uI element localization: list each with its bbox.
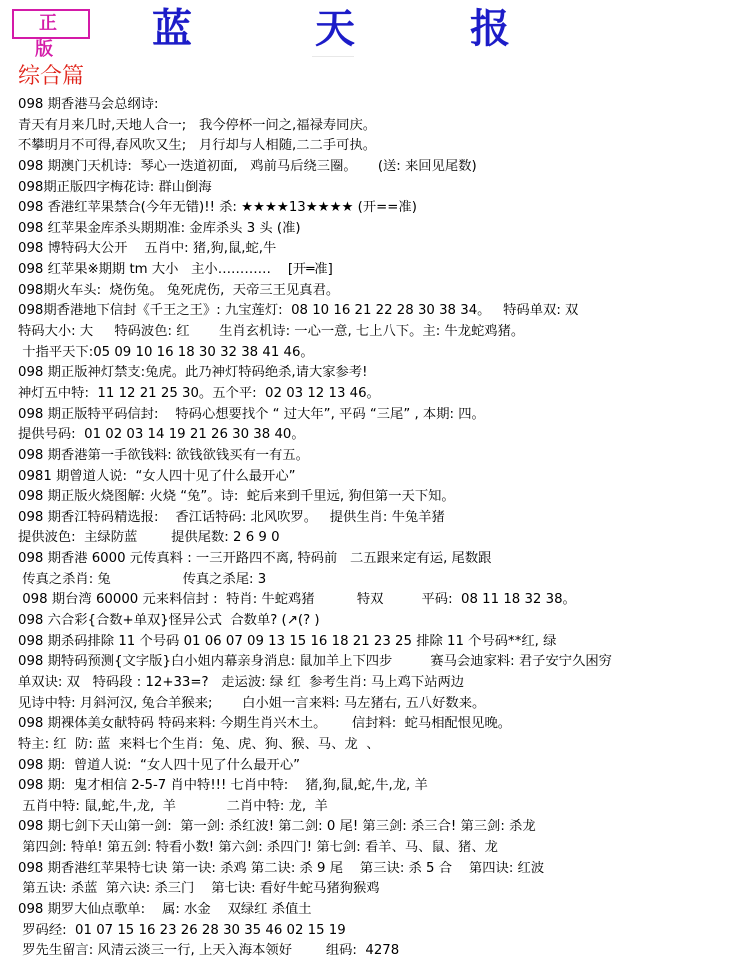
content-line: 098 期正版特平码信封: 特码心想要找个 “ 过大年”, 平码 “三尾” , 本期: 四。: [18, 406, 485, 422]
content-line: 0981 期曾道人说: “女人四十见了什么最开心”: [18, 468, 296, 484]
content-line: 青天有月来几时,天地人合一; 我今停杯一问之,福禄寿同庆。: [18, 117, 377, 133]
content-line: 098 期裸体美女献特码 特码来料: 今期生肖兴木土。 信封料: 蛇马相配恨见晚。: [18, 716, 512, 732]
content-line: 十指平天下:05 09 10 16 18 30 32 38 41 46。: [18, 344, 314, 360]
content-line: 第四剑: 特单! 第五剑: 特看小数! 第六剑: 杀四门! 第七剑: 看羊、马、鼠、猪、龙: [18, 840, 498, 856]
content-line: 098 红苹果※期期 tm 大小 主小………… [开═准]: [18, 262, 333, 278]
content-line: 098 香港红苹果禁合(今年无错)!! 杀: ★★★★13★★★★ (开==准): [18, 200, 417, 216]
content-lines: [18, 95, 730, 962]
genuine-badge: 正 版: [12, 9, 90, 39]
content-line: 098 博特码大公开 五肖中: 猪,狗,鼠,蛇,牛: [18, 241, 277, 257]
content-line: 098 期台湾 60000 元来料信封 : 特肖: 牛蛇鸡猪 特双 平码: 08 11 18 32 38。: [18, 592, 576, 608]
content-line: 098 六合彩{合数+单双}怪异公式 合数单? (↗(? ): [18, 613, 320, 629]
content-line: 特主: 红 防: 蓝 来料七个生肖: 兔、虎、狗、猴、马、龙 、: [18, 736, 380, 752]
content-line: 098 期罗大仙点歌单: 属: 水金 双绿红 杀值土: [18, 901, 312, 917]
title-underline: [312, 56, 354, 57]
title-char-3: 报: [470, 5, 510, 52]
content-line: 098 期香港马会总纲诗:: [18, 97, 159, 112]
content-line: 不攀明月不可得,春风吹又生; 月行却与人相随,二二手可执。: [18, 138, 377, 154]
content-line: 098 期香港第一手欲钱料: 欲钱欲钱买有一有五。: [18, 447, 309, 463]
content-line: 098 期香港红苹果特七诀 第一诀: 杀鸡 第二诀: 杀 9 尾 第三诀: 杀 5 合 第四诀: 红波: [18, 860, 545, 876]
content-line: 098 期: 曾道人说: “女人四十见了什么最开心”: [18, 757, 300, 773]
content-line: 第五诀: 杀蓝 第六诀: 杀三门 第七诀: 看好牛蛇马猪狗猴鸡: [18, 881, 380, 897]
content-line: 提供波色: 主绿防蓝 提供尾数: 2 6 9 0: [18, 530, 280, 546]
content-line: 提供号码: 01 02 03 14 19 21 26 30 38 40。: [18, 427, 305, 443]
content-line: 神灯五中特: 11 12 21 25 30。五个平: 02 03 12 13 46。: [18, 385, 380, 401]
content-line: 098 期七剑下天山第一剑: 第一剑: 杀红波! 第二剑: 0 尾! 第三剑: 杀三合! 第三剑: 杀龙: [18, 819, 536, 835]
section-title: 综合篇: [18, 64, 85, 89]
content-line: 传真之杀肖: 兔 传真之杀尾: 3: [18, 571, 267, 587]
content-line: 罗码经: 01 07 15 16 23 26 28 30 35 46 02 15 19: [18, 922, 346, 938]
content-line: 098 期澳门天机诗: 琴心一迭道初面, 鸡前马后绕三圈。 (送: 来回见尾数): [18, 158, 477, 174]
title-char-1: 蓝: [152, 5, 192, 52]
title-char-2: 天: [315, 5, 355, 52]
content-line: 098期香港地下信封《千王之王》: 九宝莲灯: 08 10 16 21 22 28 30 38 34。 特码单双: 双: [18, 303, 579, 319]
content-line: 098 期杀码排除 11 个号码 01 06 07 09 13 15 16 18 21 23 25 排除 11 个号码**红, 绿: [18, 633, 557, 649]
content-line: 098 红苹果金库杀头期期准: 金库杀头 3 头 (准): [18, 220, 301, 236]
content-line: 098 期正版火烧图解: 火烧 “兔”。诗: 蛇后来到千里远, 狗但第一天下知。: [18, 489, 455, 505]
content-line: 见诗中特: 月斜河汉, 兔合羊猴来; 白小姐一言来料: 马左猪右, 五八好数来。: [18, 695, 486, 711]
content-line: 罗先生留言: 风清云淡三一行, 上天入海本领好 组码: 4278: [18, 943, 400, 959]
content-line: 098 期香江特码精选报: 香江话特码: 北风吹罗。 提供生肖: 牛兔羊猪: [18, 509, 445, 525]
content-line: 特码大小: 大 特码波色: 红 生肖玄机诗: 一心一意, 七上八下。主: 牛龙蛇鸡猪。: [18, 324, 525, 340]
content-line: 098期火车头: 烧伤兔。 兔死虎伤, 天帝三王见真君。: [18, 282, 340, 298]
content-line: 单双诀: 双 特码段 : 12+33=? 走运波: 绿 红 参考生肖: 马上鸡下站两边: [18, 674, 465, 690]
content-line: 098 期特码预测{文字版}白小姐内幕亲身消息: 鼠加羊上下四步 赛马会迪家料: 君子安宁久困穷: [18, 654, 612, 670]
content-line: 098 期正版神灯禁支:兔虎。此乃神灯特码绝杀,请大家参考!: [18, 365, 368, 381]
content-line: 098期正版四字梅花诗: 群山倒海: [18, 179, 212, 195]
content-line: 五肖中特: 鼠,蛇,牛,龙, 羊 二肖中特: 龙, 羊: [18, 798, 328, 814]
content-line: 098 期香港 6000 元传真料 : 一三开路四不离, 特码前 二五跟来定有运, 尾数跟: [18, 551, 492, 567]
content-line: 098 期: 鬼才相信 2-5-7 肖中特!!! 七肖中特: 猪,狗,鼠,蛇,牛,龙, 羊: [18, 778, 428, 794]
